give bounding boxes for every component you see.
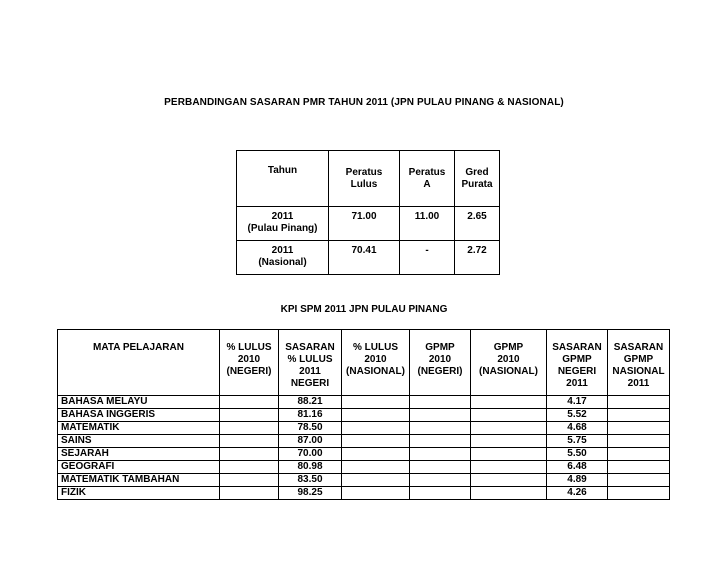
header-line: A bbox=[423, 178, 431, 190]
value-cell bbox=[471, 474, 547, 487]
value-cell bbox=[608, 487, 670, 500]
subject-cell: SAINS bbox=[58, 435, 220, 448]
value-cell bbox=[608, 396, 670, 409]
value-cell bbox=[471, 461, 547, 474]
subject-cell: GEOGRAFI bbox=[58, 461, 220, 474]
cell-tahun: 2011 (Nasional) bbox=[237, 241, 329, 275]
header-line: % LULUS bbox=[226, 342, 272, 353]
header-sasaran-gpmp-negeri bbox=[547, 330, 608, 396]
value-cell bbox=[220, 435, 279, 448]
header-line: 2010 bbox=[497, 354, 520, 365]
header-line: 2010 bbox=[428, 354, 452, 365]
value-cell bbox=[608, 422, 670, 435]
header-sasaran-lulus-2011 bbox=[279, 330, 342, 396]
value-cell bbox=[342, 474, 410, 487]
value-cell: 5.75 bbox=[547, 435, 608, 448]
value-cell: 4.26 bbox=[547, 487, 608, 500]
cell-gred: 2.65 bbox=[455, 207, 500, 241]
value-cell: 6.48 bbox=[547, 461, 608, 474]
value-cell: 5.52 bbox=[547, 409, 608, 422]
value-cell bbox=[608, 461, 670, 474]
header-line: % LULUS bbox=[287, 354, 333, 365]
header-gred-purata bbox=[455, 151, 500, 207]
value-cell bbox=[608, 409, 670, 422]
value-cell bbox=[410, 461, 471, 474]
header-lulus-2010-nasional bbox=[342, 330, 410, 396]
pmr-row-pulau-pinang bbox=[237, 207, 500, 241]
header-mata-pelajaran bbox=[58, 330, 220, 396]
value-cell bbox=[342, 448, 410, 461]
value-cell bbox=[220, 422, 279, 435]
value-cell bbox=[342, 396, 410, 409]
subject-cell: BAHASA MELAYU bbox=[58, 396, 220, 409]
subject-cell: FIZIK bbox=[58, 487, 220, 500]
value-cell: 78.50 bbox=[279, 422, 342, 435]
header-line: (NASIONAL) bbox=[346, 366, 405, 377]
cell-lulus: 71.00 bbox=[329, 207, 400, 241]
value-cell bbox=[410, 435, 471, 448]
header-gpmp-2010-nasional bbox=[471, 330, 547, 396]
table-row bbox=[58, 487, 670, 500]
table-row bbox=[58, 448, 670, 461]
value-cell: 4.17 bbox=[547, 396, 608, 409]
table-row bbox=[58, 435, 670, 448]
value-cell bbox=[608, 435, 670, 448]
table-row bbox=[58, 474, 670, 487]
value-cell bbox=[410, 422, 471, 435]
header-peratus-a bbox=[400, 151, 455, 207]
header-line: SASARAN bbox=[613, 342, 664, 353]
header-line: NEGERI bbox=[290, 378, 330, 389]
kpi-header-row bbox=[58, 330, 670, 396]
header-line: 2011 bbox=[627, 378, 650, 389]
header-line: SASARAN bbox=[552, 342, 602, 353]
header-line: (NASIONAL) bbox=[479, 366, 538, 377]
header-line: Peratus bbox=[345, 166, 383, 178]
value-cell: 81.16 bbox=[279, 409, 342, 422]
value-cell bbox=[608, 474, 670, 487]
value-cell bbox=[342, 409, 410, 422]
header-tahun bbox=[237, 151, 329, 207]
pmr-row-nasional bbox=[237, 241, 500, 275]
cell-tahun: 2011 (Pulau Pinang) bbox=[237, 207, 329, 241]
value-cell bbox=[342, 461, 410, 474]
header-gpmp-2010-negeri bbox=[410, 330, 471, 396]
subject-cell: MATEMATIK bbox=[58, 422, 220, 435]
value-cell: 4.89 bbox=[547, 474, 608, 487]
cell-lulus: 70.41 bbox=[329, 241, 400, 275]
value-cell: 88.21 bbox=[279, 396, 342, 409]
header-line: 2010 bbox=[364, 354, 387, 365]
header-line: 2011 bbox=[566, 378, 588, 389]
header-line: 2010 bbox=[237, 354, 261, 365]
header-line: Purata bbox=[461, 178, 493, 190]
header-line: Tahun bbox=[267, 165, 298, 176]
value-cell: 83.50 bbox=[279, 474, 342, 487]
subject-cell: MATEMATIK TAMBAHAN bbox=[58, 474, 220, 487]
value-cell bbox=[220, 461, 279, 474]
value-cell: 80.98 bbox=[279, 461, 342, 474]
pmr-comparison-title: PERBANDINGAN SASARAN PMR TAHUN 2011 (JPN PULAU PINANG & NASIONAL) bbox=[164, 97, 564, 108]
cell-a: - bbox=[400, 241, 455, 275]
header-line: NEGERI bbox=[557, 366, 597, 377]
subject-cell: BAHASA INGGERIS bbox=[58, 409, 220, 422]
value-cell bbox=[471, 409, 547, 422]
header-lulus-2010-negeri bbox=[220, 330, 279, 396]
value-cell bbox=[220, 487, 279, 500]
value-cell bbox=[410, 396, 471, 409]
value-cell bbox=[608, 448, 670, 461]
value-cell bbox=[410, 474, 471, 487]
value-cell bbox=[342, 422, 410, 435]
value-cell: 87.00 bbox=[279, 435, 342, 448]
table-row bbox=[58, 409, 670, 422]
value-cell bbox=[220, 409, 279, 422]
table-row bbox=[58, 461, 670, 474]
header-line: GPMP bbox=[623, 354, 654, 365]
header-line: Gred bbox=[465, 166, 489, 178]
value-cell bbox=[220, 396, 279, 409]
header-line: GPMP bbox=[562, 354, 592, 365]
header-line: NASIONAL bbox=[612, 366, 665, 377]
value-cell bbox=[471, 396, 547, 409]
value-cell bbox=[471, 435, 547, 448]
header-line: MATA PELAJARAN bbox=[93, 342, 184, 353]
value-cell bbox=[471, 448, 547, 461]
value-cell bbox=[410, 448, 471, 461]
value-cell bbox=[342, 487, 410, 500]
header-line: Peratus bbox=[408, 166, 446, 178]
value-cell: 5.50 bbox=[547, 448, 608, 461]
value-cell: 98.25 bbox=[279, 487, 342, 500]
value-cell bbox=[220, 474, 279, 487]
value-cell bbox=[220, 448, 279, 461]
header-line: 2011 bbox=[299, 366, 321, 377]
pmr-header-row bbox=[237, 151, 500, 207]
header-line: SASARAN bbox=[285, 342, 335, 353]
value-cell bbox=[410, 487, 471, 500]
header-peratus-lulus bbox=[329, 151, 400, 207]
pmr-target-table bbox=[236, 150, 500, 275]
subject-cell: SEJARAH bbox=[58, 448, 220, 461]
value-cell bbox=[410, 409, 471, 422]
header-line: GPMP bbox=[493, 342, 524, 353]
cell-a: 11.00 bbox=[400, 207, 455, 241]
header-sasaran-gpmp-nasional bbox=[608, 330, 670, 396]
header-line: Lulus bbox=[350, 178, 378, 190]
value-cell bbox=[471, 487, 547, 500]
kpi-spm-title: KPI SPM 2011 JPN PULAU PINANG bbox=[280, 304, 448, 315]
table-row bbox=[58, 422, 670, 435]
kpi-spm-table bbox=[57, 329, 670, 500]
value-cell: 70.00 bbox=[279, 448, 342, 461]
value-cell: 4.68 bbox=[547, 422, 608, 435]
header-line: (NEGERI) bbox=[417, 366, 463, 377]
header-line: GPMP bbox=[425, 342, 455, 353]
value-cell bbox=[471, 422, 547, 435]
header-line: (NEGERI) bbox=[226, 366, 272, 377]
value-cell bbox=[342, 435, 410, 448]
table-row bbox=[58, 396, 670, 409]
cell-gred: 2.72 bbox=[455, 241, 500, 275]
header-line: % LULUS bbox=[353, 342, 398, 353]
